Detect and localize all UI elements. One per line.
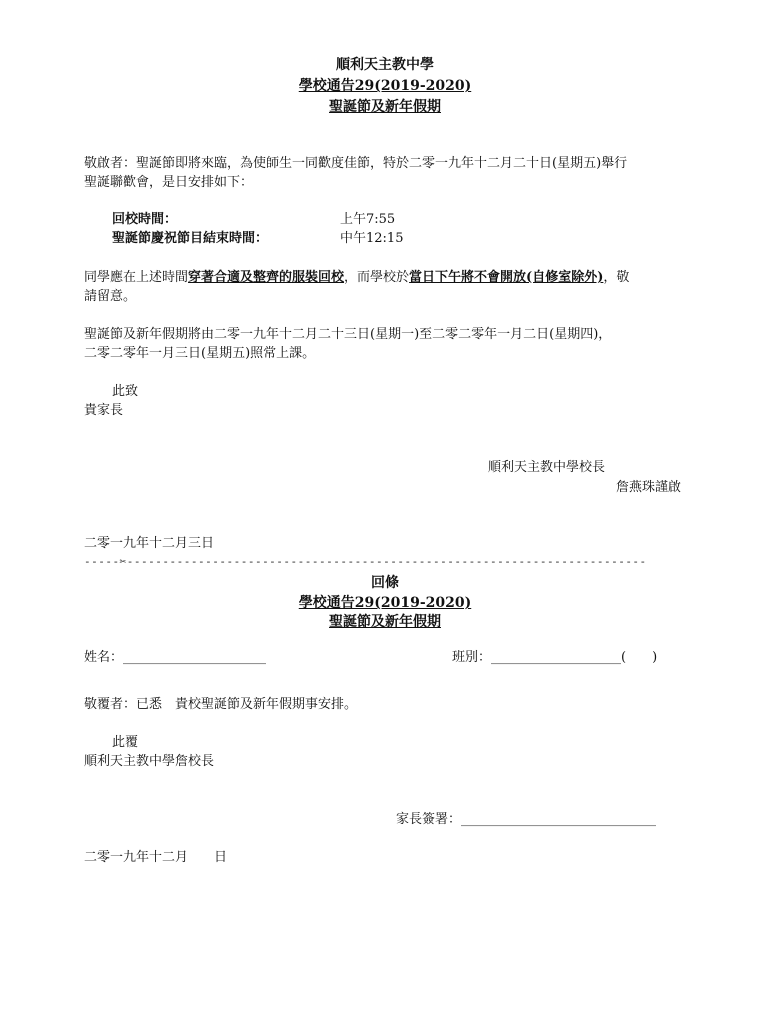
intro-line-1: 敬啟者：聖誕節即將來臨，為使師生一同歡度佳節，特於二零一九年十二月二十日(星期五)舉行 (84, 156, 628, 171)
schedule-label-end: 聖誕節慶祝節目結束時間： (112, 231, 269, 246)
class-field[interactable]: 班別：____________________( ) (452, 650, 658, 665)
schedule-label-return: 回校時間： (112, 212, 178, 227)
reply-date: 二零一九年十二月 日 (84, 850, 228, 865)
signer-title: 順利天主教中學校長 (488, 460, 606, 475)
holiday-line-2: 二零二零年一月三日(星期五)照常上課。 (84, 346, 316, 361)
closing-recipient: 貴家長 (84, 403, 124, 418)
reply-closing: 此覆 (112, 735, 139, 750)
attire-line-2: 請留意。 (84, 289, 137, 304)
notice-number: 學校通告29(2019-2020) (298, 78, 472, 94)
attire-emphasis: 穿著合適及整齊的服裝回校 (188, 270, 345, 285)
holiday-line-1: 聖誕節及新年假期將由二零一九年十二月二十三日(星期一)至二零二零年一月二日(星期四)， (84, 327, 612, 342)
name-field[interactable]: 姓名：______________________ (84, 650, 267, 665)
attire-prefix: 同學應在上述時間 (84, 270, 189, 285)
reply-title: 回條 (371, 575, 399, 591)
closing-salutation: 此致 (112, 384, 139, 399)
school-name: 順利天主教中學 (336, 57, 434, 73)
reply-subject: 聖誕節及新年假期 (329, 614, 441, 630)
notice-subject: 聖誕節及新年假期 (329, 99, 441, 115)
intro-line-2: 聖誕聯歡會，是日安排如下： (84, 175, 254, 190)
schedule-time-return: 上午7:55 (340, 212, 396, 227)
notice-date: 二零一九年十二月三日 (84, 536, 215, 551)
cut-line: -----✂------------------------------------------------------------------------- (84, 555, 647, 568)
reply-notice-number: 學校通告29(2019-2020) (298, 595, 472, 611)
attire-suffix: ，敬 (603, 270, 630, 285)
signer-name: 詹燕珠謹啟 (616, 480, 682, 495)
parent-signature-field[interactable]: 家長簽署：______________________________ (396, 812, 657, 827)
closure-emphasis: 當日下午將不會開放(自修室除外) (409, 270, 604, 285)
reply-acknowledgement: 敬覆者：已悉 貴校聖誕節及新年假期事安排。 (84, 697, 358, 712)
attire-line-1 (84, 268, 629, 287)
reply-recipient: 順利天主教中學詹校長 (84, 754, 215, 769)
schedule-time-end: 中午12:15 (340, 231, 404, 246)
attire-mid: ，而學校於 (344, 270, 410, 285)
